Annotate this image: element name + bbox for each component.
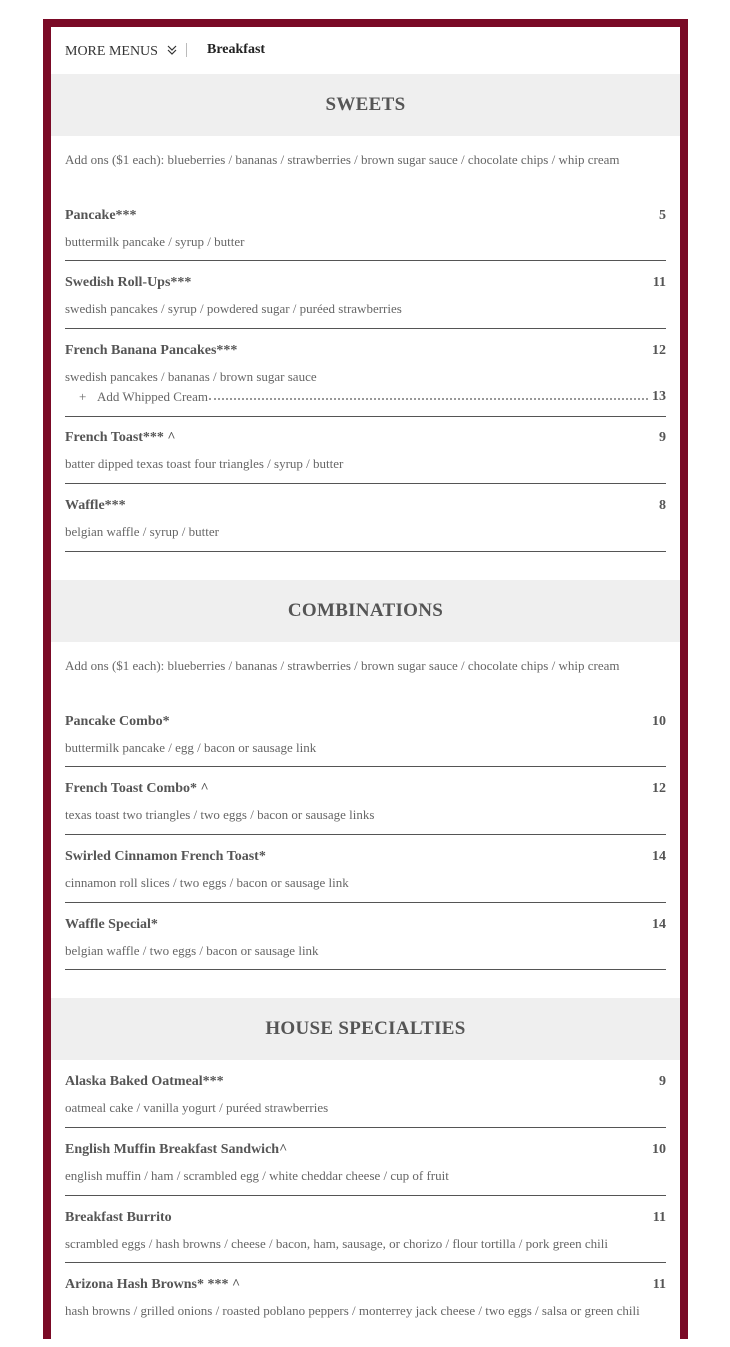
addon-label: Add Whipped Cream: [97, 389, 208, 404]
item-description: cinnamon roll slices / two eggs / bacon or sausage link: [65, 875, 349, 890]
addon-price: 13: [652, 389, 666, 404]
menu-frame: [43, 19, 688, 1339]
item-divider: [65, 328, 666, 329]
item-name: Pancake Combo*: [65, 714, 170, 729]
item-price: 14: [652, 917, 666, 932]
item-price: 10: [652, 1142, 666, 1157]
item-name: French Toast*** ^: [65, 430, 176, 445]
nav-divider: [186, 43, 187, 57]
item-divider: [65, 969, 666, 970]
item-description: swedish pancakes / syrup / powdered sugar / puréed strawberries: [65, 301, 402, 316]
item-name: Breakfast Burrito: [65, 1210, 172, 1225]
item-description: belgian waffle / syrup / butter: [65, 524, 219, 539]
section-title-combinations: COMBINATIONS: [51, 580, 680, 642]
item-description: english muffin / ham / scrambled egg / white cheddar cheese / cup of fruit: [65, 1168, 449, 1183]
item-divider: [65, 260, 666, 261]
dot-leader: [209, 398, 648, 400]
item-description: oatmeal cake / vanilla yogurt / puréed strawberries: [65, 1100, 329, 1115]
item-name: Waffle***: [65, 498, 126, 513]
more-menus-dropdown[interactable]: [65, 43, 179, 60]
item-divider: [65, 1262, 666, 1263]
item-price: 5: [659, 208, 666, 223]
item-price: 11: [652, 1210, 666, 1225]
item-description: belgian waffle / two eggs / bacon or sausage link: [65, 943, 319, 958]
item-divider: [65, 416, 666, 417]
menu-panel: [51, 27, 680, 1347]
item-description: buttermilk pancake / syrup / butter: [65, 234, 245, 249]
item-price: 11: [652, 1277, 666, 1292]
item-name: Swedish Roll-Ups***: [65, 275, 192, 290]
item-name: French Toast Combo* ^: [65, 781, 209, 796]
item-price: 14: [652, 849, 666, 864]
item-name: French Banana Pancakes***: [65, 343, 238, 358]
item-addon-row: [65, 389, 666, 405]
combinations-addons-note: Add ons ($1 each): blueberries / bananas / strawberries / brown sugar sauce / chocolate chips / whip cream: [65, 658, 620, 673]
more-menus-label: MORE MENUS: [65, 44, 158, 59]
item-divider: [65, 766, 666, 767]
current-menu-label: Breakfast: [207, 42, 266, 57]
item-name: Swirled Cinnamon French Toast*: [65, 849, 266, 864]
item-price: 12: [652, 781, 666, 796]
item-name: Alaska Baked Oatmeal***: [65, 1074, 224, 1089]
item-price: 9: [659, 1074, 666, 1089]
item-name: Pancake***: [65, 208, 137, 223]
plus-icon: +: [79, 389, 87, 404]
item-divider: [65, 1127, 666, 1128]
item-price: 12: [652, 343, 666, 358]
menu-navbar: [51, 27, 680, 73]
item-price: 8: [659, 498, 666, 513]
item-name: English Muffin Breakfast Sandwich^: [65, 1142, 288, 1157]
item-name: Waffle Special*: [65, 917, 158, 932]
item-price: 11: [652, 275, 666, 290]
item-description: buttermilk pancake / egg / bacon or sausage link: [65, 740, 317, 755]
section-title-sweets: SWEETS: [51, 74, 680, 136]
item-description: texas toast two triangles / two eggs / bacon or sausage links: [65, 807, 375, 822]
item-description: scrambled eggs / hash browns / cheese / bacon, ham, sausage, or chorizo / flour tortilla / pork green chili: [65, 1236, 608, 1251]
item-price: 9: [659, 430, 666, 445]
sweets-addons-note: Add ons ($1 each): blueberries / bananas / strawberries / brown sugar sauce / chocolate chips / whip cream: [65, 152, 620, 167]
item-divider: [65, 834, 666, 835]
section-title-house-specialties: HOUSE SPECIALTIES: [51, 998, 680, 1060]
item-description: batter dipped texas toast four triangles / syrup / butter: [65, 456, 344, 471]
item-description: hash browns / grilled onions / roasted poblano peppers / monterrey jack cheese / two eggs / salsa or green chili: [65, 1303, 640, 1318]
item-divider: [65, 551, 666, 552]
item-description: swedish pancakes / bananas / brown sugar sauce: [65, 369, 317, 384]
item-divider: [65, 902, 666, 903]
item-divider: [65, 483, 666, 484]
item-divider: [65, 1195, 666, 1196]
item-price: 10: [652, 714, 666, 729]
double-chevron-down-icon: [165, 43, 179, 57]
item-name: Arizona Hash Browns* *** ^: [65, 1277, 241, 1292]
